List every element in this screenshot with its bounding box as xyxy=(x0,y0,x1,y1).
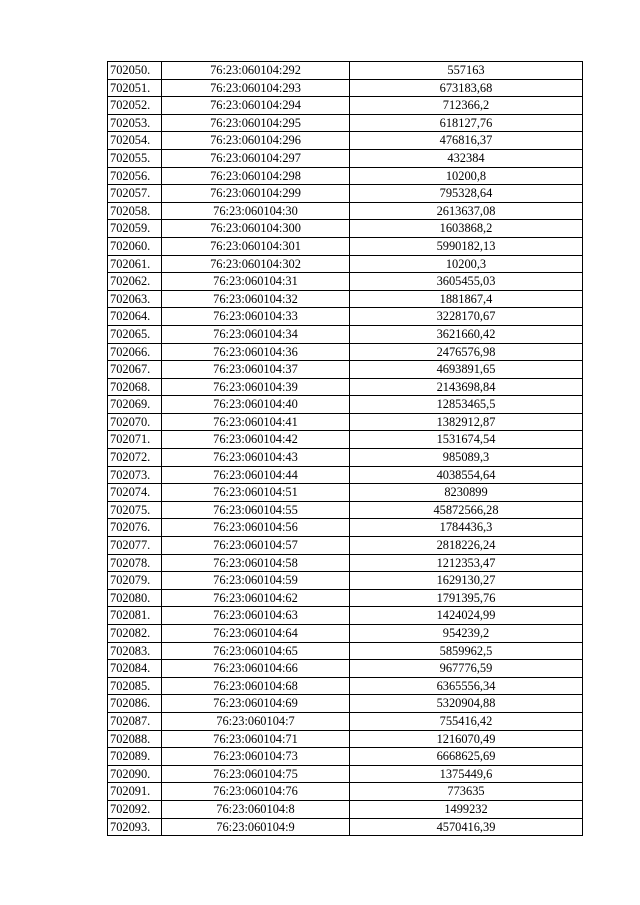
cadastral-value-cell: 45872566,28 xyxy=(350,501,583,519)
row-number-cell: 702063. xyxy=(108,290,162,308)
cadastral-number-cell: 76:23:060104:41 xyxy=(162,413,350,431)
table-row xyxy=(108,290,583,308)
table-row xyxy=(108,484,583,502)
table-row xyxy=(108,677,583,695)
cadastral-number-cell: 76:23:060104:43 xyxy=(162,449,350,467)
cadastral-value-cell: 2613637,08 xyxy=(350,202,583,220)
cadastral-value-cell: 5990182,13 xyxy=(350,237,583,255)
row-number-cell: 702087. xyxy=(108,712,162,730)
cadastral-number-cell: 76:23:060104:30 xyxy=(162,202,350,220)
cadastral-value-cell: 1629130,27 xyxy=(350,572,583,590)
cadastral-number-cell: 76:23:060104:65 xyxy=(162,642,350,660)
table-row xyxy=(108,642,583,660)
cadastral-value-cell: 1603868,2 xyxy=(350,220,583,238)
cadastral-value-cell: 1424024,99 xyxy=(350,607,583,625)
row-number-cell: 702066. xyxy=(108,343,162,361)
row-number-cell: 702068. xyxy=(108,378,162,396)
cadastral-number-cell: 76:23:060104:7 xyxy=(162,712,350,730)
table-row xyxy=(108,185,583,203)
cadastral-number-cell: 76:23:060104:302 xyxy=(162,255,350,273)
row-number-cell: 702072. xyxy=(108,449,162,467)
cadastral-number-cell: 76:23:060104:75 xyxy=(162,765,350,783)
cadastral-value-cell: 2143698,84 xyxy=(350,378,583,396)
row-number-cell: 702093. xyxy=(108,818,162,836)
cadastral-value-cell: 3605455,03 xyxy=(350,273,583,291)
row-number-cell: 702075. xyxy=(108,501,162,519)
table-row xyxy=(108,149,583,167)
cadastral-number-cell: 76:23:060104:63 xyxy=(162,607,350,625)
cadastral-value-cell: 795328,64 xyxy=(350,185,583,203)
cadastral-value-cell: 6668625,69 xyxy=(350,748,583,766)
table-row xyxy=(108,97,583,115)
cadastral-number-cell: 76:23:060104:69 xyxy=(162,695,350,713)
cadastral-number-cell: 76:23:060104:59 xyxy=(162,572,350,590)
cadastral-value-cell: 10200,3 xyxy=(350,255,583,273)
cadastral-value-cell: 673183,68 xyxy=(350,79,583,97)
cadastral-number-cell: 76:23:060104:62 xyxy=(162,589,350,607)
row-number-cell: 702086. xyxy=(108,695,162,713)
cadastral-value-cell: 8230899 xyxy=(350,484,583,502)
cadastral-value-cell: 4693891,65 xyxy=(350,361,583,379)
cadastral-value-cell: 5320904,88 xyxy=(350,695,583,713)
row-number-cell: 702077. xyxy=(108,537,162,555)
cadastral-value-cell: 5859962,5 xyxy=(350,642,583,660)
row-number-cell: 702064. xyxy=(108,308,162,326)
cadastral-value-cell: 985089,3 xyxy=(350,449,583,467)
cadastral-value-cell: 3228170,67 xyxy=(350,308,583,326)
row-number-cell: 702091. xyxy=(108,783,162,801)
row-number-cell: 702090. xyxy=(108,765,162,783)
row-number-cell: 702069. xyxy=(108,396,162,414)
table-row xyxy=(108,607,583,625)
cadastral-number-cell: 76:23:060104:68 xyxy=(162,677,350,695)
cadastral-number-cell: 76:23:060104:296 xyxy=(162,132,350,150)
cadastral-number-cell: 76:23:060104:55 xyxy=(162,501,350,519)
cadastral-number-cell: 76:23:060104:300 xyxy=(162,220,350,238)
table-row xyxy=(108,730,583,748)
cadastral-value-cell: 1791395,76 xyxy=(350,589,583,607)
row-number-cell: 702073. xyxy=(108,466,162,484)
row-number-cell: 702082. xyxy=(108,625,162,643)
cadastral-value-cell: 4038554,64 xyxy=(350,466,583,484)
table-row xyxy=(108,572,583,590)
table-row xyxy=(108,343,583,361)
row-number-cell: 702057. xyxy=(108,185,162,203)
table-row xyxy=(108,413,583,431)
cadastral-value-cell: 2476576,98 xyxy=(350,343,583,361)
row-number-cell: 702078. xyxy=(108,554,162,572)
table-row xyxy=(108,325,583,343)
cadastral-number-cell: 76:23:060104:301 xyxy=(162,237,350,255)
row-number-cell: 702079. xyxy=(108,572,162,590)
row-number-cell: 702085. xyxy=(108,677,162,695)
cadastral-value-cell: 6365556,34 xyxy=(350,677,583,695)
cadastral-value-cell: 755416,42 xyxy=(350,712,583,730)
cadastral-number-cell: 76:23:060104:51 xyxy=(162,484,350,502)
cadastral-value-cell: 1216070,49 xyxy=(350,730,583,748)
row-number-cell: 702065. xyxy=(108,325,162,343)
table-row xyxy=(108,431,583,449)
table-row xyxy=(108,308,583,326)
cadastral-number-cell: 76:23:060104:64 xyxy=(162,625,350,643)
row-number-cell: 702054. xyxy=(108,132,162,150)
table-row xyxy=(108,800,583,818)
table-row xyxy=(108,202,583,220)
cadastral-number-cell: 76:23:060104:297 xyxy=(162,149,350,167)
cadastral-number-cell: 76:23:060104:292 xyxy=(162,62,350,80)
cadastral-value-cell: 10200,8 xyxy=(350,167,583,185)
table-row xyxy=(108,748,583,766)
cadastral-number-cell: 76:23:060104:58 xyxy=(162,554,350,572)
cadastral-value-cell: 773635 xyxy=(350,783,583,801)
cadastral-value-cell: 2818226,24 xyxy=(350,537,583,555)
cadastral-number-cell: 76:23:060104:34 xyxy=(162,325,350,343)
cadastral-number-cell: 76:23:060104:71 xyxy=(162,730,350,748)
row-number-cell: 702053. xyxy=(108,114,162,132)
table-row xyxy=(108,554,583,572)
row-number-cell: 702071. xyxy=(108,431,162,449)
table-row xyxy=(108,62,583,80)
cadastral-number-cell: 76:23:060104:42 xyxy=(162,431,350,449)
table-row xyxy=(108,132,583,150)
cadastral-value-cell: 1881867,4 xyxy=(350,290,583,308)
cadastral-value-cell: 967776,59 xyxy=(350,660,583,678)
table-row xyxy=(108,695,583,713)
cadastral-number-cell: 76:23:060104:33 xyxy=(162,308,350,326)
row-number-cell: 702080. xyxy=(108,589,162,607)
cadastral-number-cell: 76:23:060104:40 xyxy=(162,396,350,414)
row-number-cell: 702074. xyxy=(108,484,162,502)
cadastral-number-cell: 76:23:060104:66 xyxy=(162,660,350,678)
cadastral-number-cell: 76:23:060104:32 xyxy=(162,290,350,308)
row-number-cell: 702067. xyxy=(108,361,162,379)
cadastral-number-cell: 76:23:060104:36 xyxy=(162,343,350,361)
cadastral-number-cell: 76:23:060104:299 xyxy=(162,185,350,203)
table-row xyxy=(108,501,583,519)
table-row xyxy=(108,378,583,396)
table-row xyxy=(108,712,583,730)
cadastral-number-cell: 76:23:060104:44 xyxy=(162,466,350,484)
cadastral-value-cell: 4570416,39 xyxy=(350,818,583,836)
table-row xyxy=(108,625,583,643)
cadastral-number-cell: 76:23:060104:56 xyxy=(162,519,350,537)
cadastral-number-cell: 76:23:060104:73 xyxy=(162,748,350,766)
table-row xyxy=(108,114,583,132)
cadastral-number-cell: 76:23:060104:293 xyxy=(162,79,350,97)
row-number-cell: 702056. xyxy=(108,167,162,185)
cadastral-value-cell: 557163 xyxy=(350,62,583,80)
cadastral-value-cell: 476816,37 xyxy=(350,132,583,150)
row-number-cell: 702059. xyxy=(108,220,162,238)
cadastral-value-cell: 1784436,3 xyxy=(350,519,583,537)
cadastral-value-cell: 432384 xyxy=(350,149,583,167)
row-number-cell: 702089. xyxy=(108,748,162,766)
table-body xyxy=(108,62,583,836)
table-row xyxy=(108,537,583,555)
cadastral-number-cell: 76:23:060104:76 xyxy=(162,783,350,801)
table-row xyxy=(108,519,583,537)
table-row xyxy=(108,466,583,484)
row-number-cell: 702070. xyxy=(108,413,162,431)
cadastral-value-cell: 1499232 xyxy=(350,800,583,818)
row-number-cell: 702062. xyxy=(108,273,162,291)
row-number-cell: 702088. xyxy=(108,730,162,748)
table-row xyxy=(108,79,583,97)
row-number-cell: 702092. xyxy=(108,800,162,818)
row-number-cell: 702055. xyxy=(108,149,162,167)
cadastral-number-cell: 76:23:060104:295 xyxy=(162,114,350,132)
cadastral-value-cell: 954239,2 xyxy=(350,625,583,643)
table-row xyxy=(108,396,583,414)
cadastral-value-cell: 1531674,54 xyxy=(350,431,583,449)
table-row xyxy=(108,167,583,185)
row-number-cell: 702050. xyxy=(108,62,162,80)
cadastral-value-cell: 1382912,87 xyxy=(350,413,583,431)
table-row xyxy=(108,818,583,836)
cadastral-number-cell: 76:23:060104:294 xyxy=(162,97,350,115)
cadastral-number-cell: 76:23:060104:8 xyxy=(162,800,350,818)
table-row xyxy=(108,361,583,379)
cadastral-value-cell: 618127,76 xyxy=(350,114,583,132)
cadastral-value-table xyxy=(107,61,583,836)
cadastral-number-cell: 76:23:060104:9 xyxy=(162,818,350,836)
cadastral-number-cell: 76:23:060104:37 xyxy=(162,361,350,379)
table-row xyxy=(108,220,583,238)
table-row xyxy=(108,660,583,678)
cadastral-value-cell: 1212353,47 xyxy=(350,554,583,572)
row-number-cell: 702076. xyxy=(108,519,162,537)
row-number-cell: 702058. xyxy=(108,202,162,220)
row-number-cell: 702083. xyxy=(108,642,162,660)
row-number-cell: 702052. xyxy=(108,97,162,115)
cadastral-number-cell: 76:23:060104:39 xyxy=(162,378,350,396)
row-number-cell: 702084. xyxy=(108,660,162,678)
table-row xyxy=(108,783,583,801)
cadastral-value-cell: 12853465,5 xyxy=(350,396,583,414)
table-row xyxy=(108,273,583,291)
cadastral-number-cell: 76:23:060104:31 xyxy=(162,273,350,291)
row-number-cell: 702081. xyxy=(108,607,162,625)
cadastral-value-cell: 712366,2 xyxy=(350,97,583,115)
cadastral-number-cell: 76:23:060104:57 xyxy=(162,537,350,555)
table-row xyxy=(108,255,583,273)
table-row xyxy=(108,589,583,607)
table-row xyxy=(108,765,583,783)
row-number-cell: 702061. xyxy=(108,255,162,273)
row-number-cell: 702060. xyxy=(108,237,162,255)
table-row xyxy=(108,237,583,255)
cadastral-value-cell: 3621660,42 xyxy=(350,325,583,343)
cadastral-number-cell: 76:23:060104:298 xyxy=(162,167,350,185)
cadastral-value-cell: 1375449,6 xyxy=(350,765,583,783)
table-row xyxy=(108,449,583,467)
row-number-cell: 702051. xyxy=(108,79,162,97)
